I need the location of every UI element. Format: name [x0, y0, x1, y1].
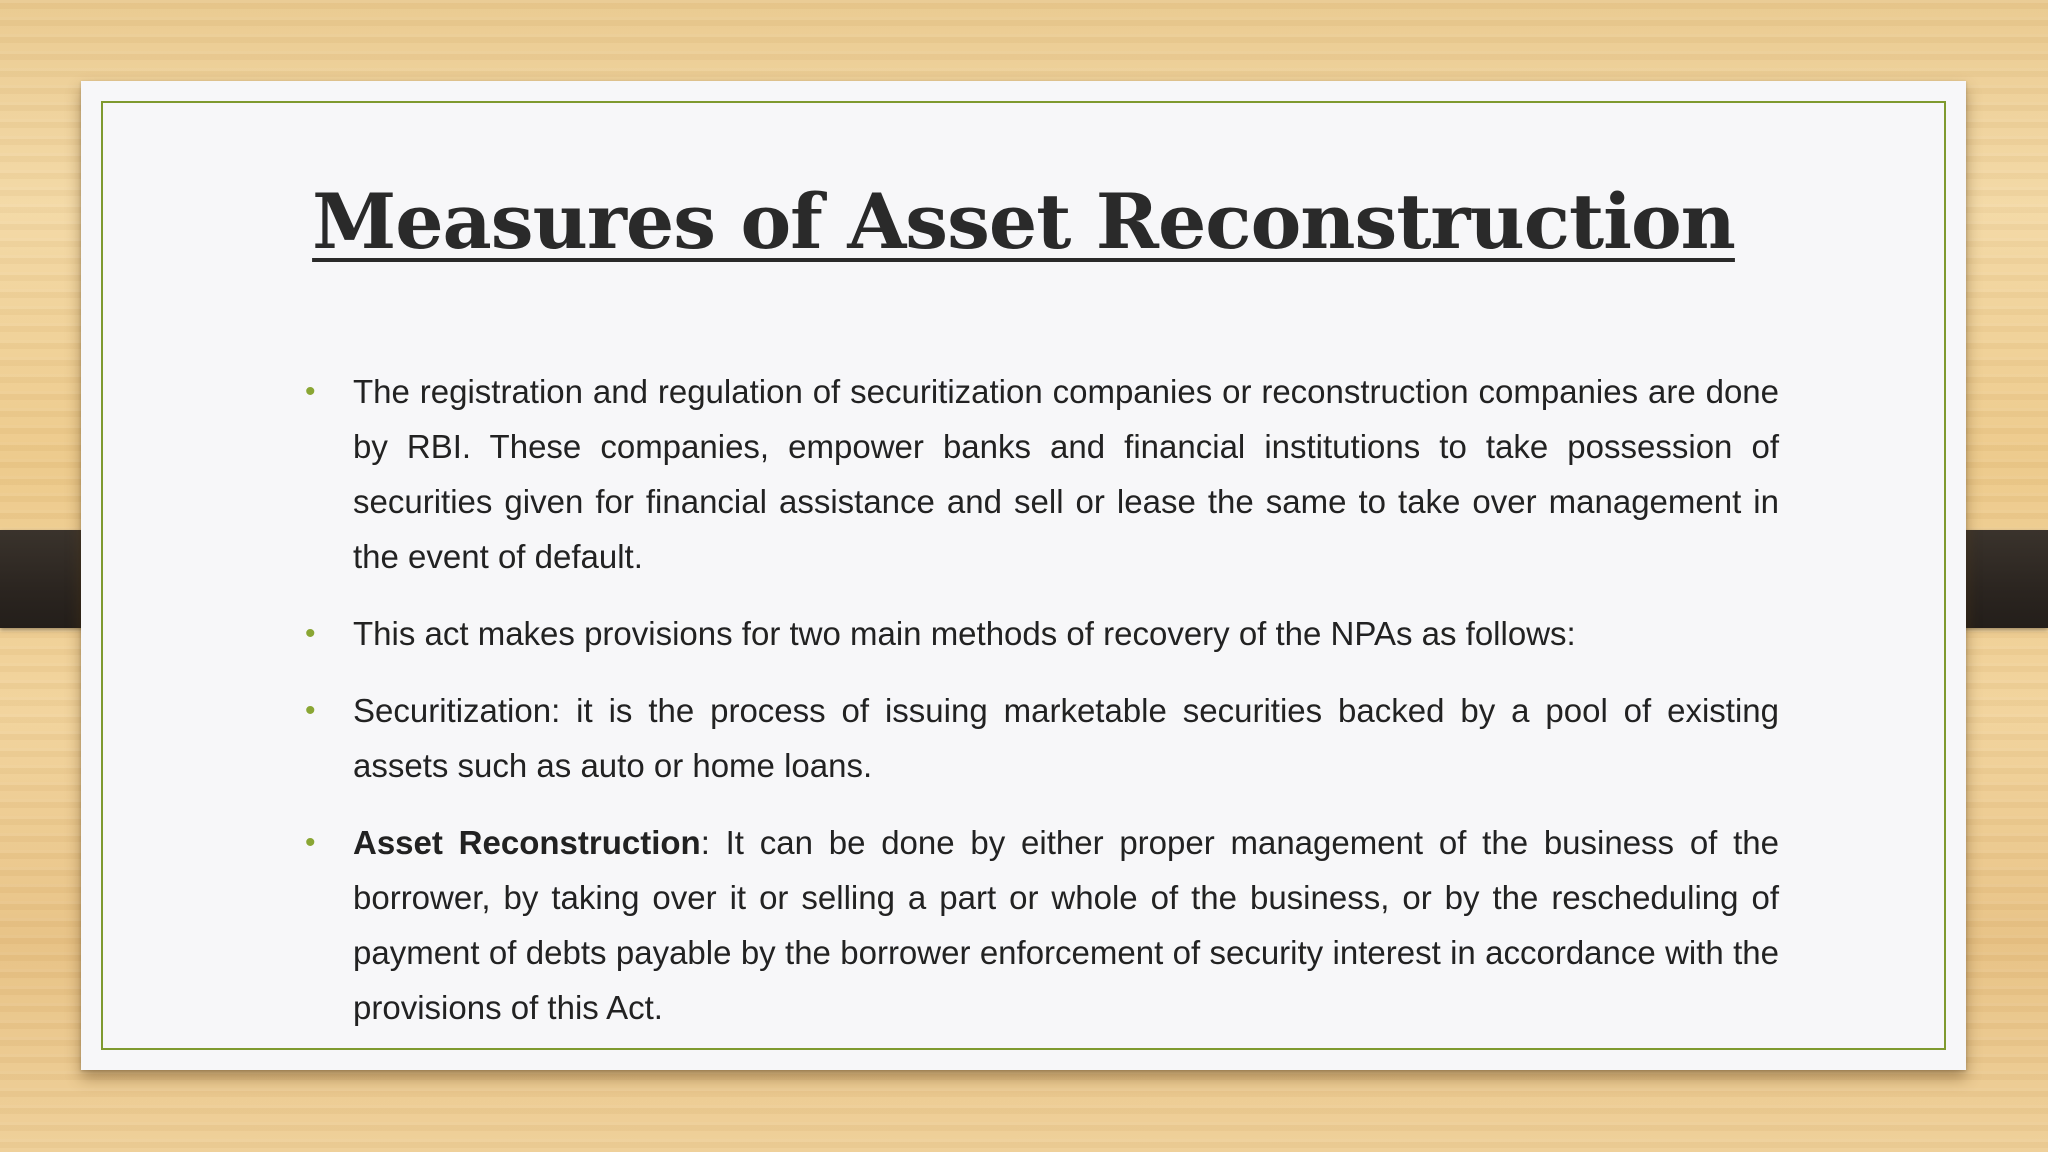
- bullet-bold-term: Asset Reconstruction: [353, 824, 701, 861]
- slide-card: [81, 81, 1966, 1070]
- bullet-text: This act makes provisions for two main methods of recovery of the NPAs as follows:: [353, 615, 1576, 652]
- bullet-item: [305, 683, 1779, 793]
- bullet-item: [305, 815, 1780, 1035]
- bullet-text: Securitization: it is the process of issuing marketable securities backed by a pool of existing assets such as auto or home loans.: [353, 692, 1779, 784]
- bullet-icon: •: [305, 617, 316, 650]
- bullet-icon: •: [305, 694, 316, 727]
- bullet-icon: •: [305, 375, 316, 408]
- bullet-icon: •: [305, 826, 316, 859]
- bullet-item: [305, 364, 1779, 584]
- bullet-text: The registration and regulation of securitization companies or reconstruction companies are done by RBI. These companies, empower banks and financial institutions to take possession of securities given for financial assistance and sell or lease the same to take over management in the event of default.: [353, 373, 1779, 575]
- bullet-list: [305, 364, 1780, 1057]
- bullet-item: [305, 606, 1779, 661]
- bullet-text: : It can be done by either proper management of the business of the borrower, by taking over it or selling a part or whole of the business, or by the rescheduling of payment of debts payable by the borrower enforcement of security interest in accordance with the provisions of this Act.: [353, 824, 1780, 1026]
- slide-title: Measures of Asset Reconstruction: [312, 177, 1735, 266]
